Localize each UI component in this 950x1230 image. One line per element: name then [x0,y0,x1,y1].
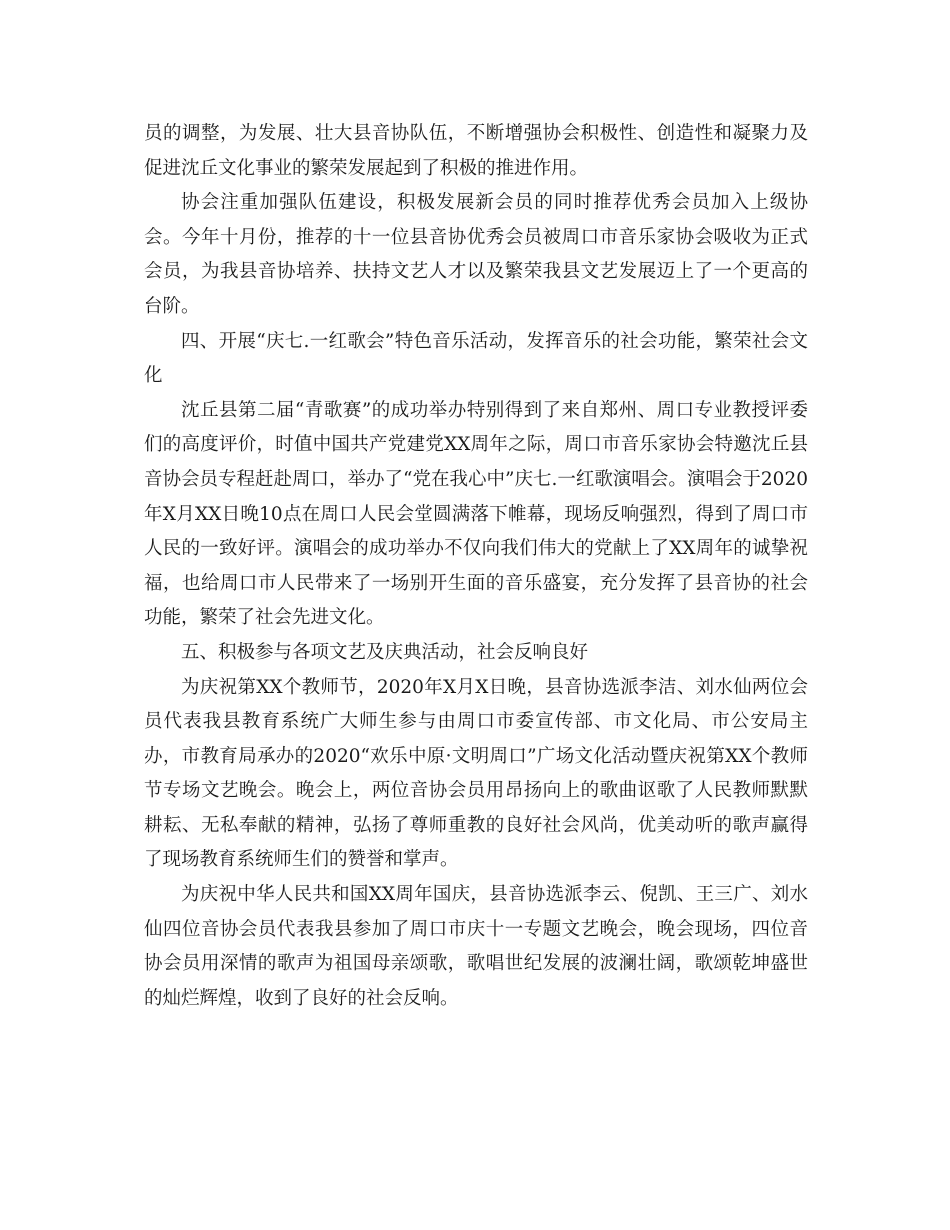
paragraph-team-building: 协会注重加强队伍建设，积极发展新会员的同时推荐优秀会员加入上级协会。今年十月份，推荐的十一位县音协优秀会员被周口市音乐家协会吸收为正式会员，为我县音协培养、扶持文艺人才以及繁荣我县文艺发展迈上了一个更高的台阶。 [144,192,808,317]
document-body [144,117,808,1016]
paragraph-continuation: 员的调整，为发展、壮大县音协队伍，不断增强协会积极性、创造性和凝聚力及促进沈丘文化事业的繁荣发展起到了积极的推进作用。 [144,123,808,179]
section-heading-five: 五、积极参与各项文艺及庆典活动，社会反响良好 [181,641,589,663]
section-heading-four: 四、开展“庆七.一红歌会”特色音乐活动，发挥音乐的社会功能，繁荣社会文化 [144,330,808,387]
paragraph-national-day: 为庆祝中华人民共和国XX周年国庆，县音协选派李云、倪凯、王三广、刘水仙四位音协会员代表我县参加了周口市庆十一专题文艺晚会，晚会现场，四位音协会员用深情的歌声为祖国母亲颂歌，歌唱世纪发展的波澜壮阔，歌颂乾坤盛世的灿烂辉煌，收到了良好的社会反响。 [144,884,808,1009]
paragraph-red-song-concert: 沈丘县第二届“青歌赛”的成功举办特别得到了来自郑州、周口专业教授评委们的高度评价，时值中国共产党建党XX周年之际，周口市音乐家协会特邀沈丘县音协会员专程赶赴周口，举办了“党在我心中”庆七.一红歌演唱会。演唱会于2020年X月XX日晚10点在周口人民会堂圆满落下帷幕，现场反响强烈，得到了周口市人民的一致好评。演唱会的成功举办不仅向我们伟大的党献上了XX周年的诚挚祝福，也给周口市人民带来了一场别开生面的音乐盛宴，充分发挥了县音协的社会功能，繁荣了社会先进文化。 [144,399,808,629]
paragraph-teachers-day: 为庆祝第XX个教师节，2020年X月X日晚，县音协选派李洁、刘水仙两位会员代表我县教育系统广大师生参与由周口市委宣传部、市文化局、市公安局主办，市教育局承办的2020“欢乐中原·文明周口”广场文化活动暨庆祝第XX个教师节专场文艺晚会。晚会上，两位音协会员用昂扬向上的歌曲讴歌了人民教师默默耕耘、无私奉献的精神，弘扬了尊师重教的良好社会风尚，优美动听的歌声赢得了现场教育系统师生们的赞誉和掌声。 [144,676,808,871]
